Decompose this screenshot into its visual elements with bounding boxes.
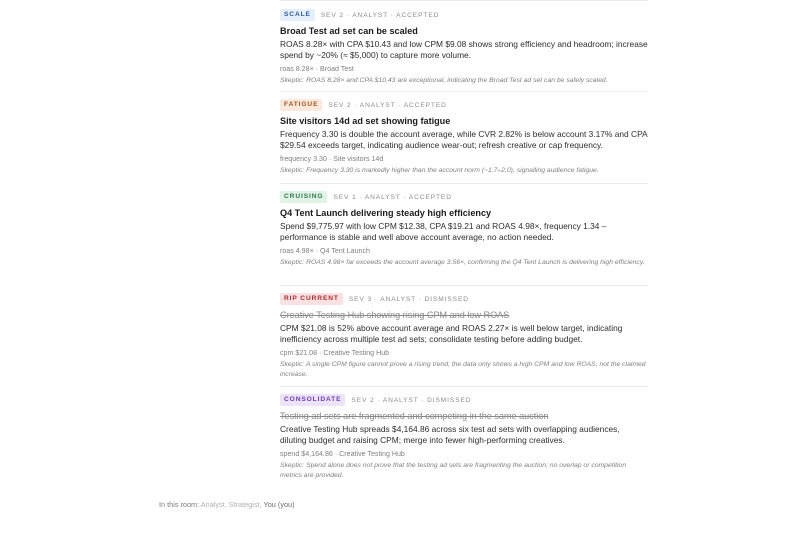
card-meta [280,394,648,406]
skeptic-note: Skeptic: Frequency 3.30 is markedly higher than the account norm (~1.7–2.0), signalling audience fatigue. [280,166,599,174]
insight-body: ROAS 8.28× with CPA $10.43 and low CPM $9.08 shows strong efficiency and headroom; increase spend by ~20% (≈ $5,000) to capture more volume. [280,39,648,61]
skeptic-note: Skeptic: A single CPM figure cannot prove a rising trend; the data only shows a high CPM and low ROAS, not the claimed increase. [280,360,646,378]
category-badge: FATIGUE [280,99,322,111]
evidence-line: spend $4,164.86 · Creative Testing Hub [280,449,405,458]
insight-card [280,387,648,491]
status-meta: SEV 2 · ANALYST · ACCEPTED [328,101,447,109]
participant-analyst[interactable]: Analyst [200,500,225,509]
insight-card [280,286,648,387]
insight-card [280,184,648,286]
card-meta [280,99,648,111]
separator: , [259,500,262,509]
evidence-line: frequency 3.30 · Site visitors 14d [280,154,384,163]
insight-title: Broad Test ad set can be scaled [280,26,418,36]
insight-body: Spend $9,775.97 with low CPM $12.38, CPA $19.21 and ROAS 4.98×, frequency 1.34 – performance is stable and well above account average, no action needed. [280,221,607,243]
participant-you: You (you) [263,500,295,509]
card-meta [280,191,648,203]
insight-title: Q4 Tent Launch delivering steady high efficiency [280,208,492,218]
room-participants [159,500,295,509]
evidence-line: roas 8.28× · Broad Test [280,64,354,73]
insight-body: Creative Testing Hub spreads $4,164.86 across six test ad sets with overlapping audiences, diluting budget and raising CPM; merge into fewer high-performing creatives. [280,424,620,446]
insight-card [280,92,648,184]
separator: , [224,500,227,509]
room-label: In this room: [159,500,200,509]
insight-body: Frequency 3.30 is double the account average, while CVR 2.82% is below account 3.17% and CPA $29.54 exceeds target, indicating audience wear-out; refresh creative or cap frequency. [280,129,648,151]
category-badge: SCALE [280,9,315,21]
category-badge: RIP CURRENT [280,293,343,305]
status-meta: SEV 2 · ANALYST · DISMISSED [351,396,472,404]
insight-feed [280,0,648,491]
insight-title: Testing ad sets are fragmented and competing in the same auction [280,411,549,421]
category-badge: CRUISING [280,191,327,203]
skeptic-note: Skeptic: ROAS 8.28× and CPA $10.43 are exceptional, indicating the Broad Test ad set can be safely scaled. [280,76,608,84]
status-meta: SEV 1 · ANALYST · ACCEPTED [333,193,452,201]
evidence-line: cpm $21.08 · Creative Testing Hub [280,348,390,357]
insight-body: CPM $21.08 is 52% above account average and ROAS 2.27× is well below target, indicating inefficiency across multiple test ad sets; consolidate testing before adding budget. [280,323,623,345]
insight-title: Creative Testing Hub showing rising CPM and low ROAS [280,310,510,320]
skeptic-note: Skeptic: ROAS 4.98× far exceeds the account average 3.56×, confirming the Q4 Tent Launch is delivering high efficiency. [280,258,645,266]
insight-title: Site visitors 14d ad set showing fatigue [280,116,451,126]
evidence-line: roas 4.98× · Q4 Tent Launch [280,246,370,255]
skeptic-note: Skeptic: Spend alone does not prove that the testing ad sets are fragmenting the auction; no overlap or competition metrics are provided. [280,461,627,479]
category-badge: CONSOLIDATE [280,394,345,406]
card-meta [280,9,648,21]
status-meta: SEV 2 · ANALYST · ACCEPTED [320,11,440,19]
participant-strategist[interactable]: Strategist [228,500,260,509]
status-meta: SEV 3 · ANALYST · DISMISSED [348,295,469,303]
card-meta [280,293,648,305]
insight-card [280,0,648,92]
